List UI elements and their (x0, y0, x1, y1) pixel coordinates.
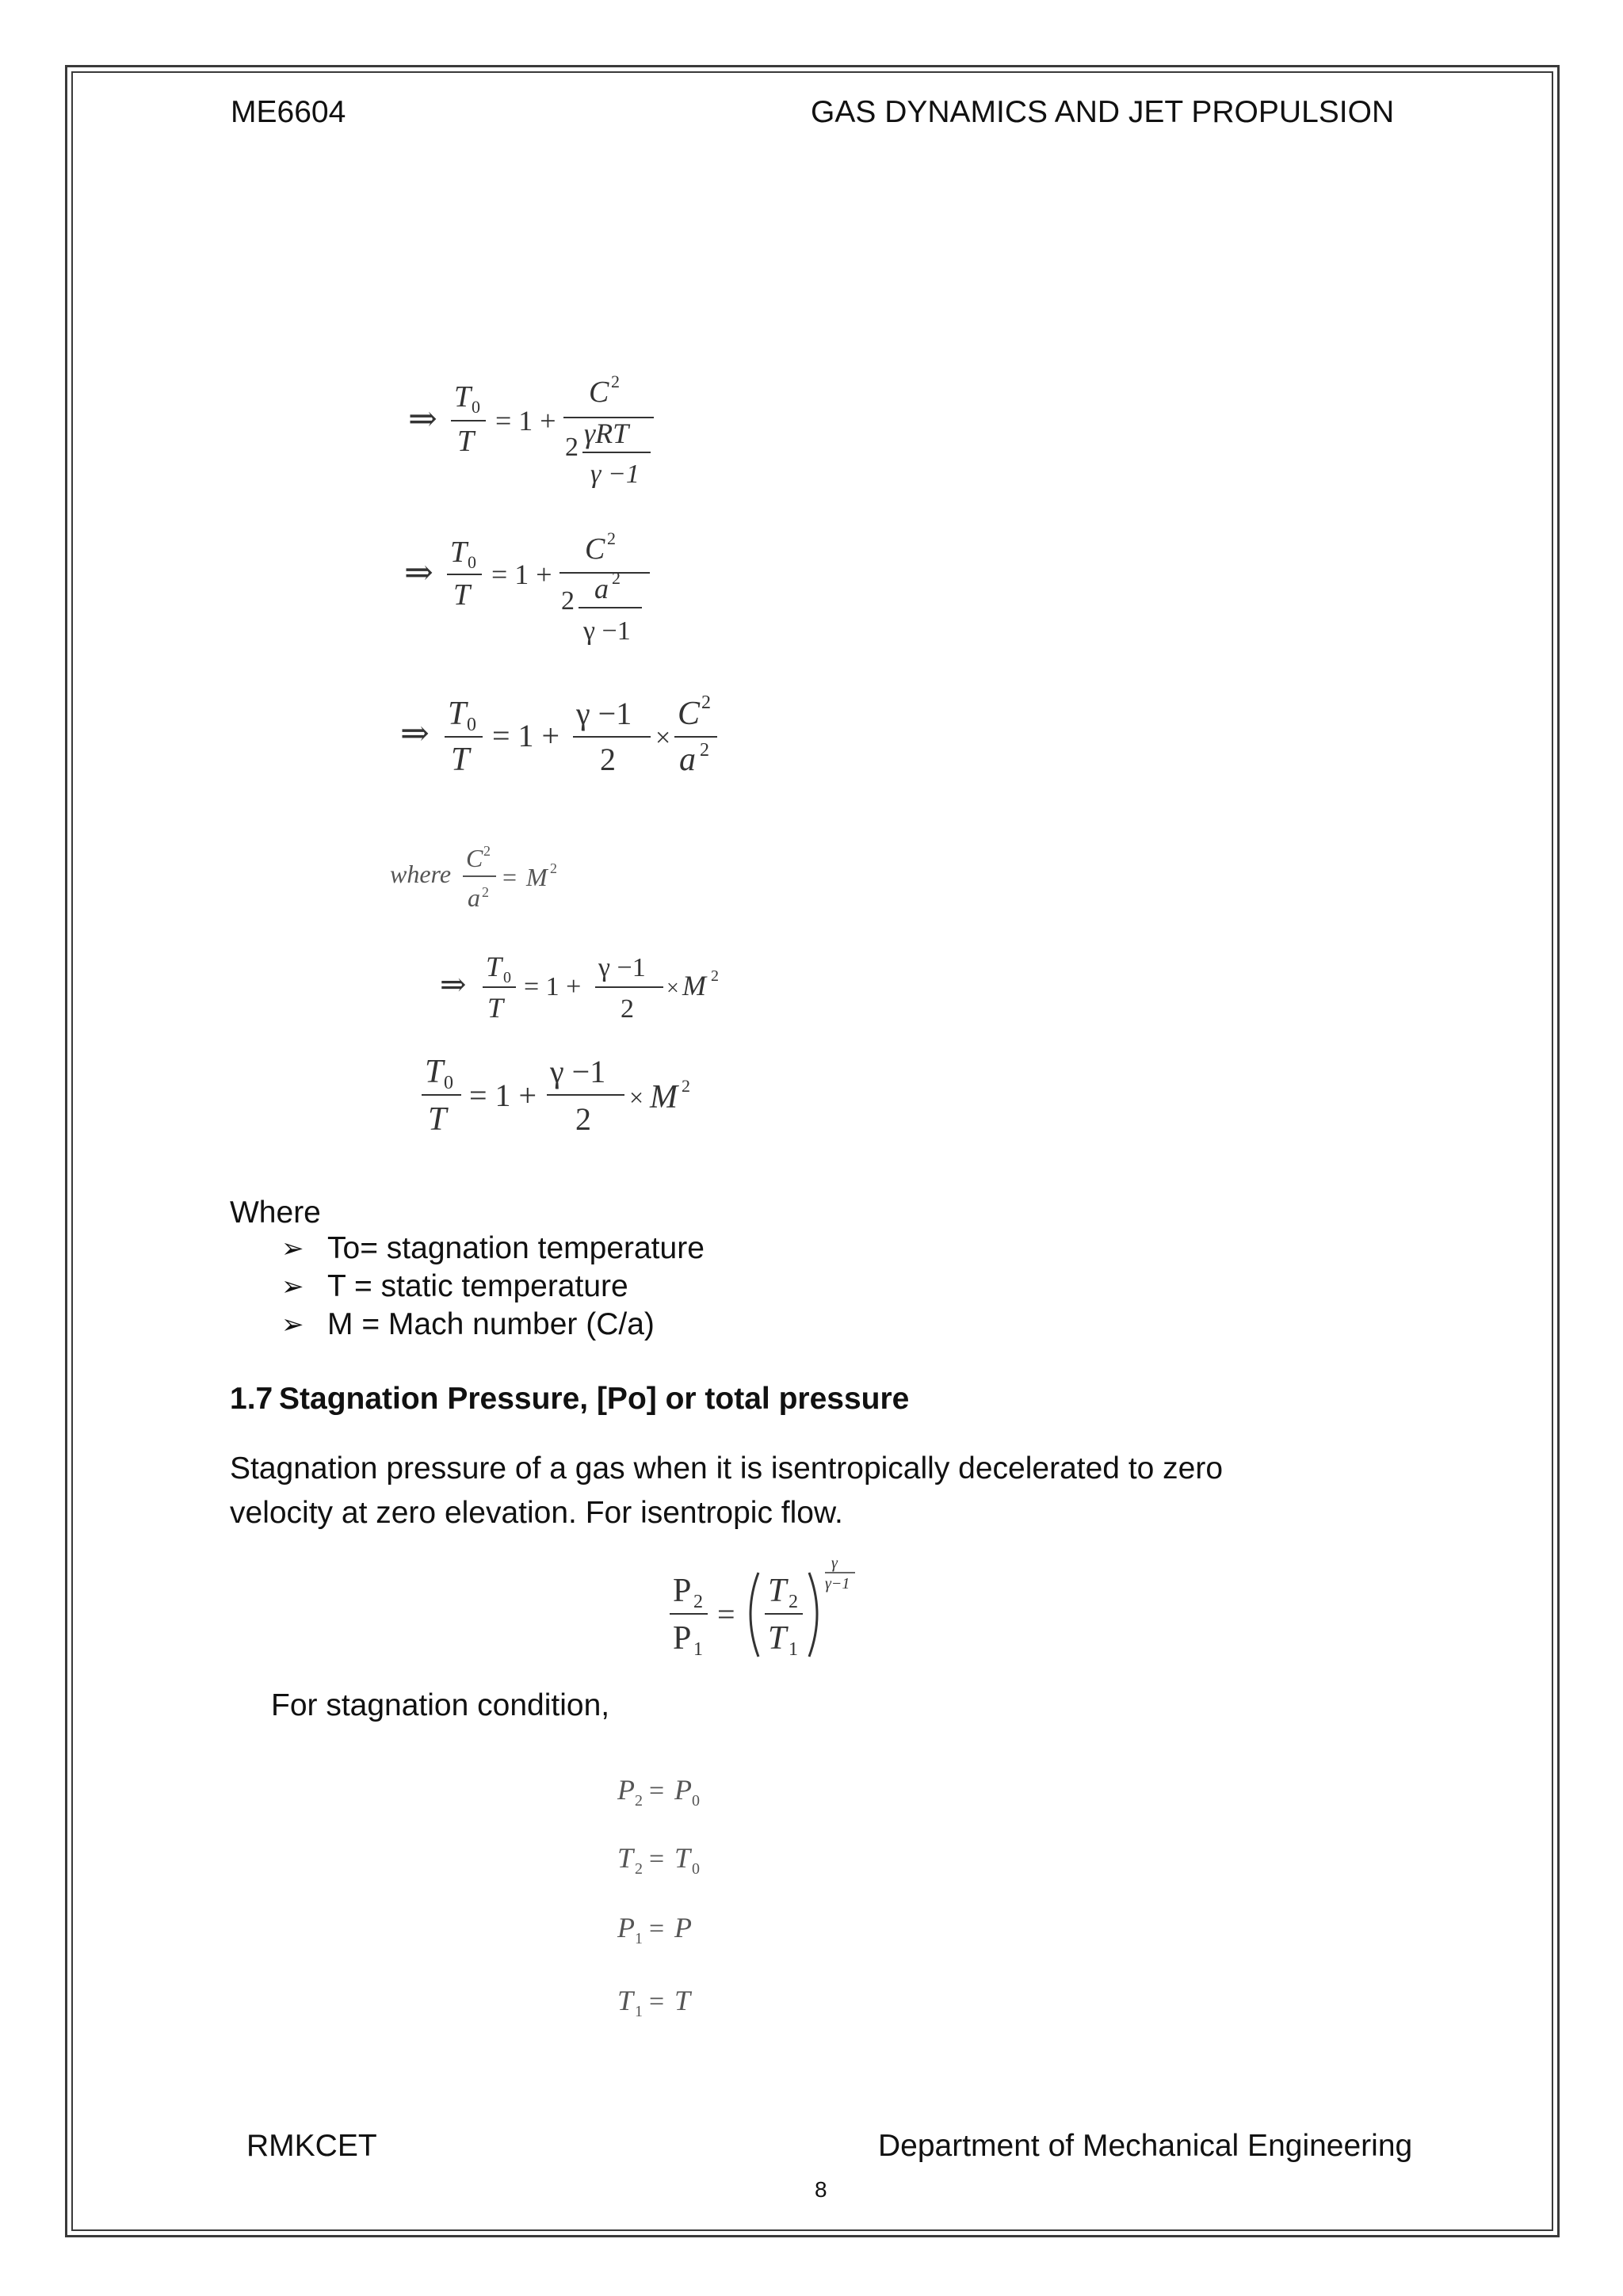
eq6-lhs-den: T (428, 1101, 447, 1138)
eq1-lhs-num: T (454, 380, 472, 414)
iso-p2: P (673, 1573, 692, 1609)
paragraph-line-2: velocity at zero elevation. For isentropic flow. (230, 1496, 843, 1530)
eq5-m: M (682, 970, 706, 1001)
eq3-lhs-sub: 0 (467, 715, 476, 735)
svg-text:2: 2 (701, 692, 711, 713)
where-c: C (466, 844, 483, 872)
eq1-c: C (589, 376, 609, 409)
svg-text:2: 2 (611, 372, 620, 391)
eq1-lhs-den: T (457, 425, 475, 458)
eq2-lhs-den: T (453, 578, 471, 612)
eq3-two: 2 (600, 742, 616, 777)
svg-text:⇒: ⇒ (400, 714, 430, 753)
equation-2 (404, 527, 666, 658)
iso-p1: P (673, 1620, 692, 1657)
definition-item: ➢ T = static temperature (281, 1268, 705, 1306)
eq6-two: 2 (575, 1101, 591, 1137)
eq3-a: a (679, 742, 696, 778)
svg-text:=: = (649, 1987, 665, 2016)
equation-3 (400, 689, 733, 796)
header-course-title: GAS DYNAMICS AND JET PROPULSION (811, 95, 1395, 129)
svg-text:2: 2 (482, 884, 489, 900)
equation-where (390, 841, 580, 933)
stagnation-condition-label: For stagnation condition, (271, 1688, 610, 1722)
svg-text:2: 2 (635, 1860, 643, 1878)
svg-text:=: = (717, 1596, 735, 1632)
iso-exp-den: γ−1 (825, 1575, 850, 1592)
eq5-lhs-sub: 0 (503, 969, 511, 986)
svg-text:= 1 +: = 1 + (492, 718, 560, 753)
svg-text:0: 0 (692, 1860, 700, 1878)
equation-6 (420, 1047, 705, 1154)
eq6-m: M (650, 1079, 678, 1116)
section-number: 1.7 (230, 1382, 273, 1416)
svg-text:T: T (674, 1985, 691, 2016)
eq3-g1: γ −1 (576, 696, 632, 731)
svg-text:×: × (629, 1083, 644, 1112)
where-m: M (526, 863, 548, 891)
svg-text:= 1 +: = 1 + (491, 559, 552, 590)
svg-text:2: 2 (789, 1592, 798, 1612)
eq5-g1: γ −1 (598, 953, 646, 982)
svg-text:= 1 +: = 1 + (469, 1077, 537, 1113)
eq2-a: a (594, 573, 609, 605)
iso-exp-num: γ (831, 1554, 838, 1572)
svg-text:1: 1 (789, 1639, 798, 1660)
definition-item: ➢ To= stagnation temperature (281, 1230, 705, 1268)
svg-text:2: 2 (550, 860, 557, 876)
eq2-g1: γ −1 (583, 616, 631, 646)
svg-text:⇒: ⇒ (404, 553, 433, 592)
svg-text:2: 2 (700, 740, 709, 761)
svg-text:T: T (617, 1985, 634, 2016)
svg-text:⇒: ⇒ (440, 967, 467, 1002)
svg-text:T: T (674, 1842, 691, 1874)
svg-text:0: 0 (692, 1792, 700, 1810)
eq3-lhs-num: T (448, 696, 467, 732)
svg-text:=: = (649, 1776, 665, 1806)
arrow-bullet-icon: ➢ (281, 1309, 304, 1341)
svg-text:= 1 +: = 1 + (524, 972, 582, 1001)
stagnation-row-1 (617, 1774, 700, 1810)
svg-text:P: P (674, 1912, 692, 1943)
eq6-g1: γ −1 (550, 1054, 606, 1089)
eq2-c: C (585, 532, 605, 566)
stagnation-row-4 (617, 1985, 693, 2020)
eq6-lhs-num: T (425, 1054, 444, 1090)
svg-text:×: × (655, 723, 671, 753)
svg-text:×: × (666, 976, 679, 1001)
eq5-lhs-num: T (486, 951, 502, 982)
paragraph-line-1: Stagnation pressure of a gas when it is isentropically decelerated to zero (230, 1451, 1224, 1486)
svg-text:= 1 +: = 1 + (495, 405, 556, 437)
eq1-two: 2 (565, 433, 579, 462)
eq1-grt: γRT (584, 418, 629, 449)
eq2-lhs-num: T (450, 536, 468, 569)
svg-text:2: 2 (711, 967, 719, 985)
section-title: Stagnation Pressure, [Po] or total pressure (279, 1382, 910, 1416)
where-word: where (390, 860, 452, 888)
equation-1 (408, 368, 670, 499)
svg-text:=: = (502, 863, 517, 891)
eq2-lhs-sub: 0 (468, 552, 476, 572)
footer-institution: RMKCET (246, 2129, 377, 2163)
svg-text:2: 2 (612, 568, 621, 588)
stagnation-row-2 (617, 1842, 700, 1878)
eq1-lhs-sub: 0 (472, 397, 480, 417)
where-label: Where (230, 1196, 321, 1230)
page-number: 8 (815, 2177, 827, 2202)
svg-text:T: T (617, 1842, 634, 1874)
definition-item: ➢ M = Mach number (C/a) (281, 1306, 705, 1344)
footer-department: Department of Mechanical Engineering (878, 2129, 1413, 2163)
svg-text:=: = (649, 1844, 665, 1874)
where-a: a (468, 883, 480, 912)
svg-text:1: 1 (635, 1930, 643, 1947)
svg-text:2: 2 (682, 1076, 690, 1096)
arrow-bullet-icon: ➢ (281, 1233, 304, 1264)
svg-text:1: 1 (693, 1639, 703, 1660)
eq5-lhs-den: T (487, 992, 504, 1024)
svg-text:2: 2 (693, 1592, 703, 1612)
iso-t1: T (768, 1620, 787, 1657)
eq6-lhs-sub: 0 (444, 1073, 453, 1093)
header-course-code: ME6604 (231, 95, 346, 129)
eq3-c: C (678, 696, 701, 732)
equation-5 (440, 944, 725, 1043)
eq3-lhs-den: T (451, 742, 470, 778)
svg-text:1: 1 (635, 2003, 643, 2020)
arrow-bullet-icon: ➢ (281, 1271, 304, 1302)
equation-isentropic (670, 1554, 876, 1680)
svg-text:2: 2 (607, 528, 616, 548)
svg-text:P: P (617, 1912, 635, 1943)
svg-text:P: P (617, 1774, 635, 1806)
eq5-two: 2 (621, 994, 634, 1024)
svg-text:2: 2 (483, 843, 491, 859)
iso-t2: T (768, 1573, 787, 1609)
stagnation-relations (614, 1771, 725, 2044)
svg-text:=: = (649, 1914, 665, 1943)
definition-list (281, 1230, 705, 1344)
eq2-two: 2 (561, 586, 575, 616)
svg-text:2: 2 (635, 1792, 643, 1810)
svg-text:⇒: ⇒ (408, 399, 437, 438)
page-border (65, 65, 1560, 2237)
stagnation-row-3 (617, 1912, 692, 1947)
eq1-g1: γ −1 (590, 460, 640, 489)
svg-text:P: P (674, 1774, 692, 1806)
